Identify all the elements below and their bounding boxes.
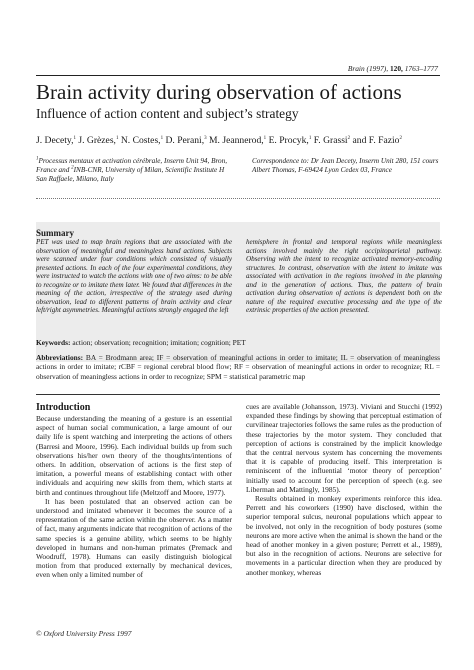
correspondence-address: Correspondence to: Dr Jean Decety, Inserm Unit 280, 151 cours Albert Thomas, F-69424 Lyon Cedex 03, France bbox=[252, 157, 439, 175]
paper-subtitle: Influence of action content and subject’s strategy bbox=[36, 106, 299, 121]
journal-year: (1997), bbox=[366, 64, 389, 73]
abbreviations-label: Abbreviations: bbox=[36, 353, 84, 362]
keywords bbox=[36, 338, 440, 347]
section-divider bbox=[36, 198, 440, 199]
paragraph: It has been postulated that an observed action can be understood and imitated whenever it becomes the source of a representation of the same action within the observer. As a matter of fact, many arguments indicate that recognition of actions of the same species is a genuine ability, which seems to be highly developed in humans and non-human primates (Premack and Woodruff, 1978). Humans can easily distinguish biological motion from that produced externally by mechanical devices, even when only a limited number of bbox=[36, 496, 232, 580]
abbreviations-text: BA = Brodmann area; IF = observation of meaningful actions in order to imitate; IL = observation of meaningless actions in order to imitate; rCBF = regional cerebral blood flow; RF = observation of meaningful actions in order to recognize; RL = observation of meaningless actions in order to recognize; SPM = statistical parametric map bbox=[36, 353, 440, 381]
section-divider bbox=[36, 394, 440, 395]
author: E. Procyk,$^1$ bbox=[268, 135, 312, 146]
header-rule bbox=[36, 75, 440, 76]
journal-name: Brain bbox=[347, 64, 365, 73]
body-column-right bbox=[246, 402, 442, 577]
journal-volume: 120, bbox=[389, 64, 403, 73]
copyright-notice: © Oxford University Press 1997 bbox=[36, 629, 132, 638]
paper-title: Brain activity during observation of actions bbox=[36, 80, 402, 104]
keywords-text: action; observation; recognition; imitation; cognition; PET bbox=[72, 338, 246, 347]
author-list bbox=[36, 135, 440, 147]
affiliations: $^1$Processus mentaux et activation cérébrale, Inserm Unit 94, Bron, France and $^2$INB-CNR, University of Milan, Scientific Institute H San Raffaele, Milano, Italy bbox=[36, 156, 227, 184]
author: J. Grèzes,$^1$ bbox=[78, 135, 119, 146]
abbreviations bbox=[36, 353, 440, 381]
summary-heading: Summary bbox=[36, 228, 74, 238]
author: F. Grassi$^2$ bbox=[313, 135, 351, 146]
keywords-label: Keywords: bbox=[36, 338, 71, 347]
journal-pages: 1763–1777 bbox=[404, 64, 438, 73]
introduction-heading: Introduction bbox=[36, 402, 91, 413]
summary-text-right: hemisphere in frontal and temporal regions while meaningless actions involved mainly the right occipitoparietal pathway. Observing with the intent to recognize activated memory-encoding structures. In contrast, observation with the intent to imitate was associated with activation in the regions involved in the planning and in the generation of actions. Thus, the pattern of brain activation during observation of actions is dependent both on the nature of the required executive processing and the type of the extrinsic properties of the action presented. bbox=[246, 238, 442, 314]
author: D. Perani,$^3$ bbox=[165, 135, 207, 146]
journal-reference bbox=[348, 64, 438, 73]
paragraph: Because understanding the meaning of a gesture is an essential aspect of human social communication, a large amount of our daily life is spent watching and interpreting the actions of others (Barresi and Moore, 1996). Each individual builds up from such observations his/her own theory of the thoughts/intentions of others. In addition, observation of actions is the first step of imitation, a powerful means of establishing contact with other individuals and acquiring new skills from them, which starts at birth and continues throughout life (Meltzoff and Moore, 1977). bbox=[36, 414, 232, 497]
author: M. Jeannerod,$^1$ bbox=[209, 135, 267, 146]
paragraph: Results obtained in monkey experiments reinforce this idea. Perrett and his coworkers (1990) have disclosed, within the superior temporal sulcus, neuronal populations which appear to be involved, not only in the recognition of body postures (some neurons are more active when the animal is shown the hand or the head of another monkey in a given posture; Perrett et al., 1989), but also in the recognition of actions. Neurons are selective for movements in a particular direction when they are produced by another monkey, whereas bbox=[246, 494, 442, 577]
summary-text-left: PET was used to map brain regions that are associated with the observation of meaningful and meaningless hand actions. Subjects were scanned under four conditions which consisted of visually presented actions. In each of the four experimental conditions, they were instructed to watch the actions with one of two aims: to be able to recognize or to imitate them later. We found that differences in the meaning of the action, irrespective of the strategy used during observation, lead to different patterns of brain activity and clear left/right asymmetries. Meaningful actions strongly engaged the left bbox=[36, 238, 232, 314]
paragraph: cues are available (Johansson, 1973). Viviani and Stucchi (1992) expanded these findings by showing that perceptual estimation of curvilinear trajectories follows the same rules as the production of these trajectories by the motor system. They concluded that perception of actions is constrained by the implicit knowledge that the central nervous system has concerning the movements that it is capable of producing itself. This interpretation is reminiscent of the influential ‘motor theory of perception’ initially used to account for the perception of speech (e.g. see Liberman and Mattingly, 1985). bbox=[246, 402, 442, 494]
author: J. Decety,$^1$ bbox=[36, 135, 76, 146]
author: N. Costes,$^1$ bbox=[120, 135, 164, 146]
body-column-left bbox=[36, 414, 232, 580]
author: and F. Fazio$^2$ bbox=[352, 135, 402, 146]
